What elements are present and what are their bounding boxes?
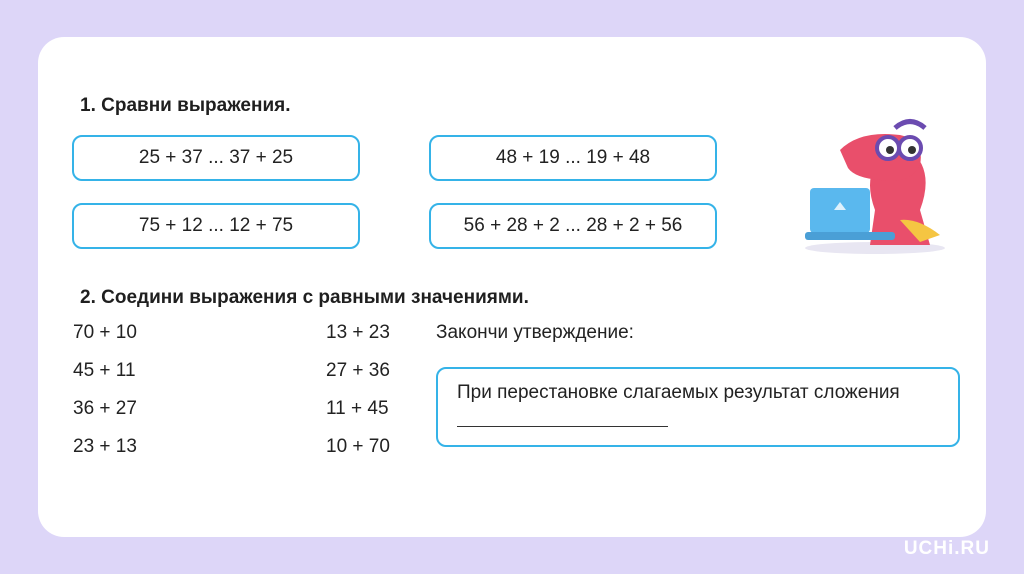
compare-box-2: 48 + 19 ... 19 + 48 bbox=[429, 135, 717, 181]
right-expression: 11 + 45 bbox=[326, 398, 389, 419]
statement-text: При перестановке слагаемых результат сложения bbox=[457, 382, 900, 403]
task1-heading: 1. Сравни выражения. bbox=[80, 95, 291, 116]
left-expression: 70 + 10 bbox=[73, 322, 137, 343]
task2-heading: 2. Соедини выражения с равными значениями. bbox=[80, 287, 529, 308]
left-expression: 23 + 13 bbox=[73, 436, 137, 457]
compare-box-1: 25 + 37 ... 37 + 25 bbox=[72, 135, 360, 181]
left-expression: 45 + 11 bbox=[73, 360, 136, 381]
answer-blank-line[interactable] bbox=[457, 426, 668, 427]
right-expression: 10 + 70 bbox=[326, 436, 390, 457]
right-expression: 27 + 36 bbox=[326, 360, 390, 381]
compare-box-3: 75 + 12 ... 12 + 75 bbox=[72, 203, 360, 249]
dinosaur-with-laptop-icon bbox=[800, 110, 950, 260]
left-expression: 36 + 27 bbox=[73, 398, 137, 419]
right-expression: 13 + 23 bbox=[326, 322, 390, 343]
statement-box bbox=[436, 367, 960, 447]
brand-logo: UCHi.RU bbox=[903, 538, 990, 559]
statement-prompt: Закончи утверждение: bbox=[436, 322, 634, 343]
compare-box-4: 56 + 28 + 2 ... 28 + 2 + 56 bbox=[429, 203, 717, 249]
